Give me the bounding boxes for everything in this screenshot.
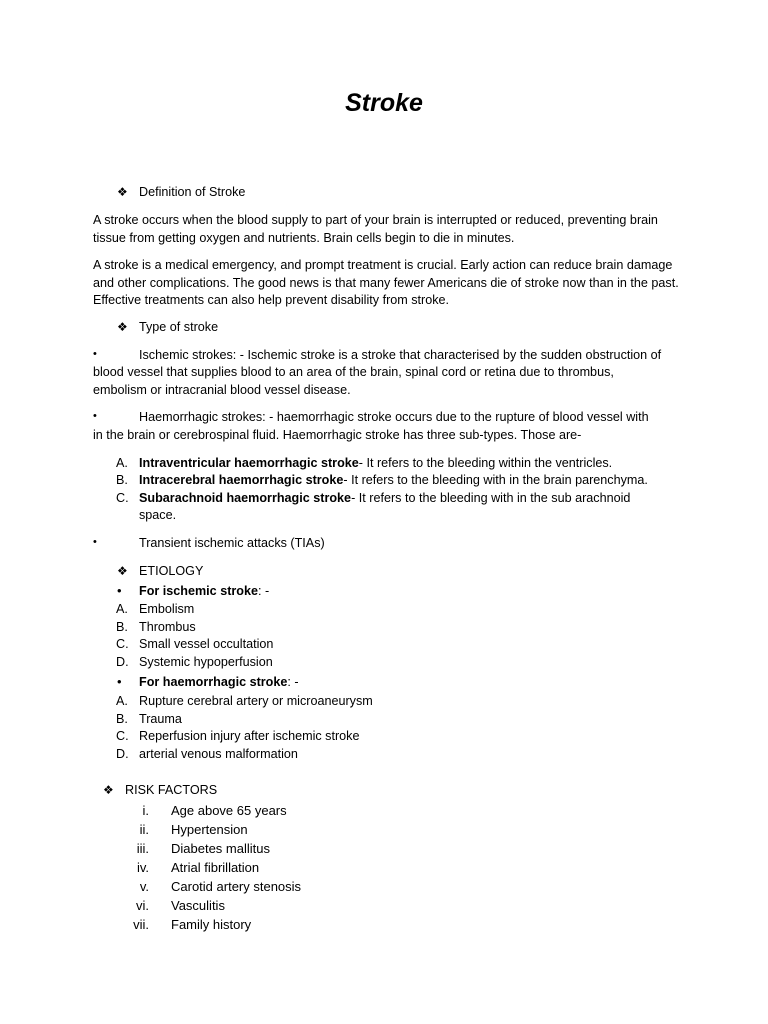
subtype-desc: - It refers to the bleeding within the ventricles. [358,456,613,470]
haemorrhagic-strokes-line-2: in the brain or cerebrospinal fluid. Haemorrhagic stroke has three sub-types. Those are- [93,428,582,442]
section-heading-etiology: ETIOLOGY [139,564,204,578]
diamond-bullet-icon: ❖ [117,320,128,334]
definition-paragraph-1: A stroke occurs when the blood supply to part of your brain is interrupted or reduced, preventing brain tissue from getting oxygen and nutrients. Brain cells begin to die in minutes. [93,213,658,245]
list-item: Diabetes mallitus [171,841,270,856]
bullet-icon: • [93,410,97,422]
list-item: Systemic hypoperfusion [139,655,273,669]
list-marker: C. [116,637,129,651]
list-item [139,455,612,473]
subtype-name: Intraventricular haemorrhagic stroke [139,456,359,470]
section-heading-definition: Definition of Stroke [139,185,246,199]
list-item [139,490,630,508]
list-marker: B. [116,473,128,487]
list-item: Rupture cerebral artery or microaneurysm [139,694,373,708]
list-marker: D. [116,655,129,669]
list-item: Atrial fibrillation [171,860,260,875]
diamond-bullet-icon: ❖ [103,783,114,797]
subtype-desc: - It refers to the bleeding with in the brain parenchyma. [343,473,648,487]
list-marker: B. [116,712,128,726]
haemorrhagic-strokes-line-1: Haemorrhagic strokes: - haemorrhagic stroke occurs due to the rupture of blood vessel with [139,410,649,424]
list-marker: A. [116,456,128,470]
bullet-icon: • [93,348,97,360]
ischemic-etiology-heading-bold: For ischemic stroke [139,584,258,598]
haemorrhagic-etiology-heading-bold: For haemorrhagic stroke [139,675,288,689]
definition-paragraph-2: A stroke is a medical emergency, and prompt treatment is crucial. Early action can reduce brain damage and other complications. The good news is that many fewer Americans die of stroke now than in the past. Effective treatments can also help prevent disability from stroke. [93,258,679,307]
list-item: Hypertension [171,822,248,837]
list-item: Family history [171,917,252,932]
subtype-name: Intracerebral haemorrhagic stroke [139,473,344,487]
diamond-bullet-icon: ❖ [117,564,128,578]
list-item: Carotid artery stenosis [171,879,302,894]
list-item: Reperfusion injury after ischemic stroke [139,729,360,743]
list-marker: C. [116,491,129,505]
list-item: Small vessel occultation [139,637,274,651]
diamond-bullet-icon: ❖ [117,185,128,199]
list-marker: C. [116,729,129,743]
ischemic-strokes-line-2: blood vessel that supplies blood to an area of the brain, spinal cord or retina due to thrombus, [93,365,614,379]
list-item [139,472,648,490]
list-marker: vii. [133,917,149,932]
list-marker: iii. [136,841,149,856]
subtype-continuation: space. [139,508,177,522]
list-marker: D. [116,747,129,761]
page-title: Stroke [345,89,423,117]
ischemic-strokes-line-1: Ischemic strokes: - Ischemic stroke is a stroke that characterised by the sudden obstruction of [139,348,662,362]
ischemic-etiology-heading [139,583,269,601]
section-heading-type: Type of stroke [139,320,219,334]
subtype-name: Subarachnoid haemorrhagic stroke [139,491,352,505]
ischemic-strokes-line-3: embolism or intracranial blood vessel disease. [93,383,351,397]
haemorrhagic-etiology-heading [139,674,299,692]
list-marker: B. [116,620,128,634]
haemorrhagic-etiology-heading-rest: : - [287,675,299,689]
list-item: Embolism [139,602,195,616]
list-item: Thrombus [139,620,196,634]
list-marker: A. [116,694,128,708]
list-marker: ii. [139,822,149,837]
subtype-desc: - It refers to the bleeding with in the sub arachnoid [351,491,631,505]
tia-line: Transient ischemic attacks (TIAs) [139,536,325,550]
list-item: Vasculitis [171,898,225,913]
list-marker: i. [142,803,149,818]
bullet-icon: • [117,674,122,689]
list-marker: v. [139,879,149,894]
bullet-icon: • [117,583,122,598]
list-item: Trauma [139,712,182,726]
list-marker: A. [116,602,128,616]
list-marker: vi. [136,898,149,913]
bullet-icon: • [93,536,97,548]
list-item: Age above 65 years [171,803,287,818]
section-heading-risk-factors: RISK FACTORS [125,783,218,797]
list-marker: iv. [136,860,149,875]
list-item: arterial venous malformation [139,747,298,761]
ischemic-etiology-heading-rest: : - [258,584,270,598]
